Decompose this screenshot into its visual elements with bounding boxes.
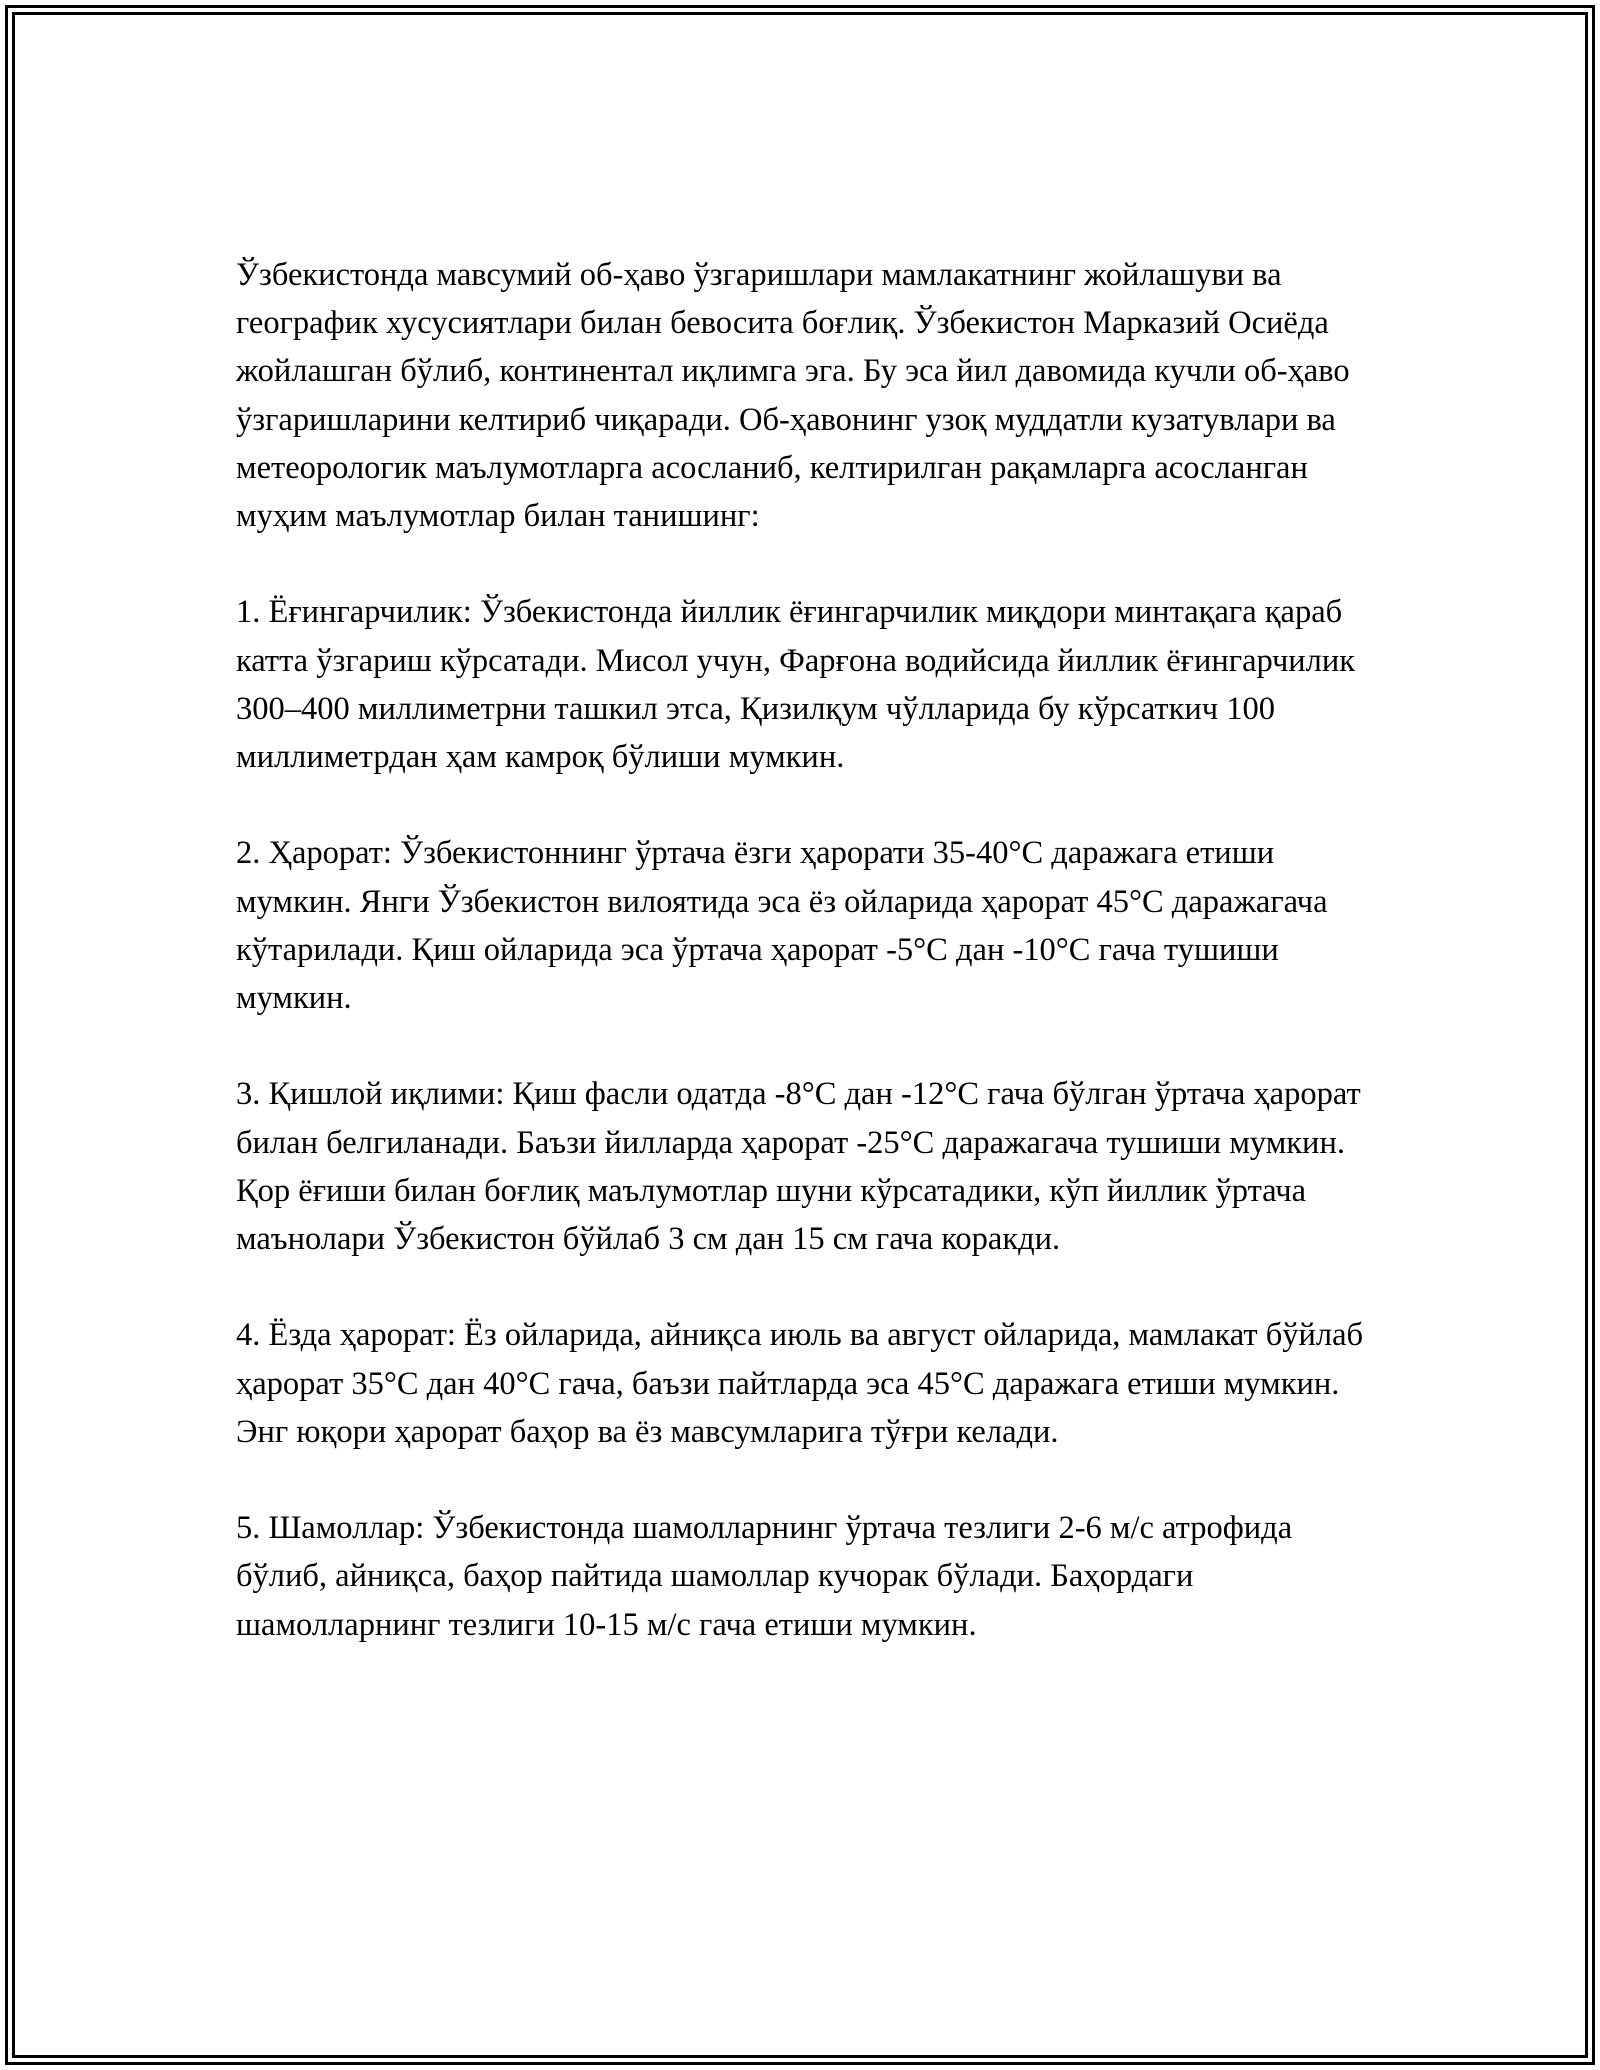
- intro-paragraph: Ўзбекистонда мавсумий об-ҳаво ўзгаришлари мамлакатнинг жойлашуви ва географик хусусиятлари билан бевосита боғлиқ. Ўзбекистон Марказий Осиёда жойлашган бўлиб, континентал иқлимга эга. Бу эса йил давомида кучли об-ҳаво ўзгаришларини келтириб чиқаради. Об-ҳавонинг узоқ муддатли кузатувлари ва метеорологик маълумотларга асосланиб, келтирилган рақамларга асосланган муҳим маълумотлар билан танишинг:: [236, 257, 1350, 535]
- document-body: [236, 251, 1366, 1649]
- precipitation-paragraph: 1. Ёғингарчилик: Ўзбекистонда йиллик ёғингарчилик миқдори минтақага қараб катта ўзгариш кўрсатади. Мисол учун, Фарғона водийсида йиллик ёғингарчилик 300–400 миллиметрни ташкил этса, Қизилқум чўлларида бу кўрсаткич 100 миллиметрдан ҳам камроқ бўлиши мумкин.: [236, 594, 1356, 776]
- winter-climate-paragraph: 3. Қишлой иқлими: Қиш фасли одатда -8°C дан -12°C гача бўлган ўртача ҳарорат билан белгиланади. Баъзи йилларда ҳарорат -25°C даражагача тушиши мумкин. Қор ёғиши билан боғлиқ маълумотлар шуни кўрсатадики, кўп йиллик ўртача маънолари Ўзбекистон бўйлаб 3 см дан 15 см гача коракди.: [236, 1076, 1361, 1258]
- winds-paragraph: 5. Шамоллар: Ўзбекистонда шамолларнинг ўртача тезлиги 2-6 м/с атрофида бўлиб, айниқса, баҳор пайтида шамоллар кучорак бўлади. Баҳордаги шамолларнинг тезлиги 10-15 м/с гача етиши мумкин.: [236, 1510, 1293, 1643]
- temperature-paragraph: 2. Ҳарорат: Ўзбекистоннинг ўртача ёзги ҳарорати 35-40°C даражага етиши мумкин. Янги Ўзбекистон вилоятида эса ёз ойларида ҳарорат 45°C даражагача кўтарилади. Қиш ойларида эса ўртача ҳарорат -5°C дан -10°C гача тушиши мумкин.: [236, 835, 1328, 1017]
- summer-temperature-paragraph: 4. Ёзда ҳарорат: Ёз ойларида, айниқса июль ва август ойларида, мамлакат бўйлаб ҳарорат 35°C дан 40°C гача, баъзи пайтларда эса 45°C даражага етиши мумкин. Энг юқори ҳарорат баҳор ва ёз мавсумларига тўғри келади.: [236, 1317, 1364, 1450]
